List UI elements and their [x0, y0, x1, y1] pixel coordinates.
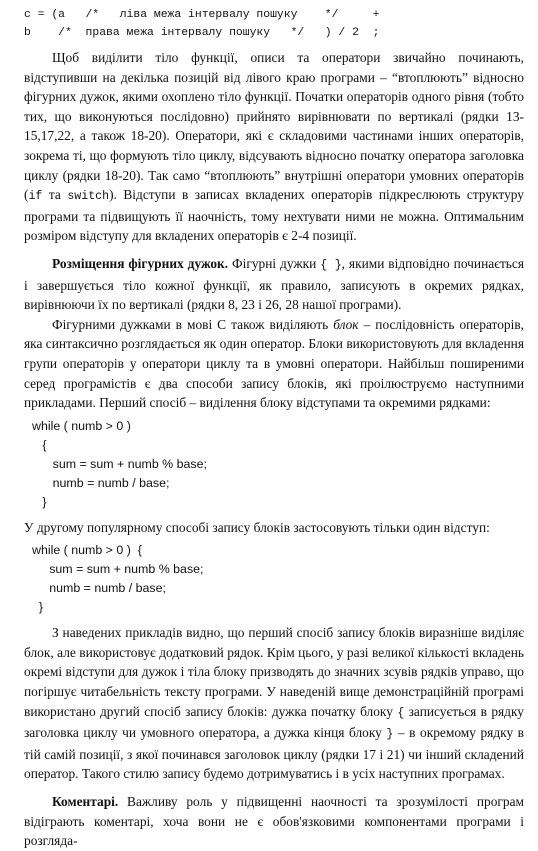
- section-heading: Розміщення фігурних дужок.: [52, 255, 229, 271]
- paragraph-braces-placement: [24, 254, 524, 315]
- paragraph-text: Фігурні дужки: [228, 255, 321, 271]
- paragraph-text: Важливу роль у підвищенні наочності та зрозумілості програм відіграють коментарі, хоча вони не є обов'язковими компонентами програми і розгляда-: [24, 794, 524, 849]
- paragraph-text: записується в рядку заголовка циклу чи умовного оператора, а дужка кінця блоку: [24, 703, 524, 741]
- code-line: b /* права межа інтервалу пошуку */ ) / 2 ;: [24, 27, 380, 39]
- section-heading: Коментарі.: [52, 794, 119, 810]
- paragraph-text: Фігурними дужками в мові С також виділяють: [52, 316, 334, 332]
- close-brace-symbol: }: [386, 728, 394, 742]
- code-line: }: [32, 494, 47, 509]
- paragraph-text: Щоб виділити тіло функції, описи та оператори звичайно починають, відступивши на декілька позицій від лівого краю програми – “втоплюють” відносно фігурних дужок, якими охоплено тіло функції. Початки операторів одного рівня (тобто тих, що виконуються послідовно) прийнято вирівнювати по вертикалі (рядки 13-15,17,22, а також 18-20). Оператори, які є складовими частинами інших операторів, зокрема ті, що формують тіло циклу, відсувають відносно початку оператора заголовка циклу (рядки 18-20). Так само “втоплюють” внутрішні оператори умовних операторів (: [24, 50, 524, 203]
- paragraph-comments: [24, 792, 524, 851]
- code-line: sum = sum + numb % base;: [32, 562, 204, 577]
- paragraph-text: ). Відступи в записах вкладених операторів підкреслюють структуру програми та підвищують її наочність, тому нехтувати ними не можна. Оптимальним розміром відступу для вкладених операторів є 2-4 позиції.: [24, 187, 524, 244]
- code-line: {: [32, 437, 47, 452]
- code-line: }: [32, 600, 44, 615]
- term-blok: блок: [333, 316, 359, 332]
- keyword-switch: switch: [67, 190, 110, 204]
- braces-symbol: { }: [320, 258, 342, 272]
- code-line: numb = numb / base;: [32, 475, 170, 490]
- code-line: c = (a /* ліва межа інтервалу пошуку */ +: [24, 9, 380, 21]
- paragraph-text: , якими відповідно починається і завершується тіло кожної функції, як правило, записують в окремих рядках, вирівнюючи їх по вертикалі (рядки 8, 23 і 26, 28 нашої програми).: [24, 255, 524, 313]
- paragraph-text: У другому популярному способі запису блоків застосовують тільки один відступ:: [24, 519, 490, 535]
- code-line: numb = numb / base;: [32, 581, 166, 596]
- code-line: sum = sum + numb % base;: [32, 456, 207, 471]
- paragraph-text: та: [42, 187, 68, 203]
- paragraph-comparison: [24, 623, 524, 784]
- paragraph-text: З наведених прикладів видно, що перший спосіб запису блоків виразніше виділяє блок, але використовує додатковий рядок. Крім цього, у разі великої кількості вкладень окремі відступи для дужок і тіла блоку призводять до значних зсувів рядків управо, що погіршує читабельність тексту програми. У наведеній вище демонстраційній програмі використано другий спосіб запису блоків: дужка початку блоку: [24, 625, 524, 719]
- code-example-1: [32, 417, 524, 512]
- keyword-if: if: [28, 190, 43, 204]
- code-line: while ( numb > 0 ) {: [32, 543, 142, 558]
- paragraph-second-method: [24, 518, 524, 538]
- paragraph-text: – в окремому рядку в тій самій позиції, з якої починався заголовок циклу (рядки 17 і 21) чи інший складений оператор. Такого стилю запису будемо дотримуватись і в усіх наступних програмах.: [24, 725, 525, 782]
- paragraph-indentation: [24, 48, 524, 246]
- code-line: while ( numb > 0 ): [32, 418, 131, 433]
- paragraph-text: – послідовність операторів, яка синтаксично розглядається як один оператор. Блоки використовують для вкладення групи операторів у оператори циклу та в умовні оператори. Найбільш поширеними серед програмістів є два способи запису блоків, які проілюструємо наступними прикладами. Перший спосіб – виділення блоку відступами та окремими рядками:: [24, 316, 524, 411]
- paragraph-blocks: [24, 315, 524, 413]
- code-example-2: [32, 541, 524, 617]
- open-brace-symbol: {: [397, 706, 405, 720]
